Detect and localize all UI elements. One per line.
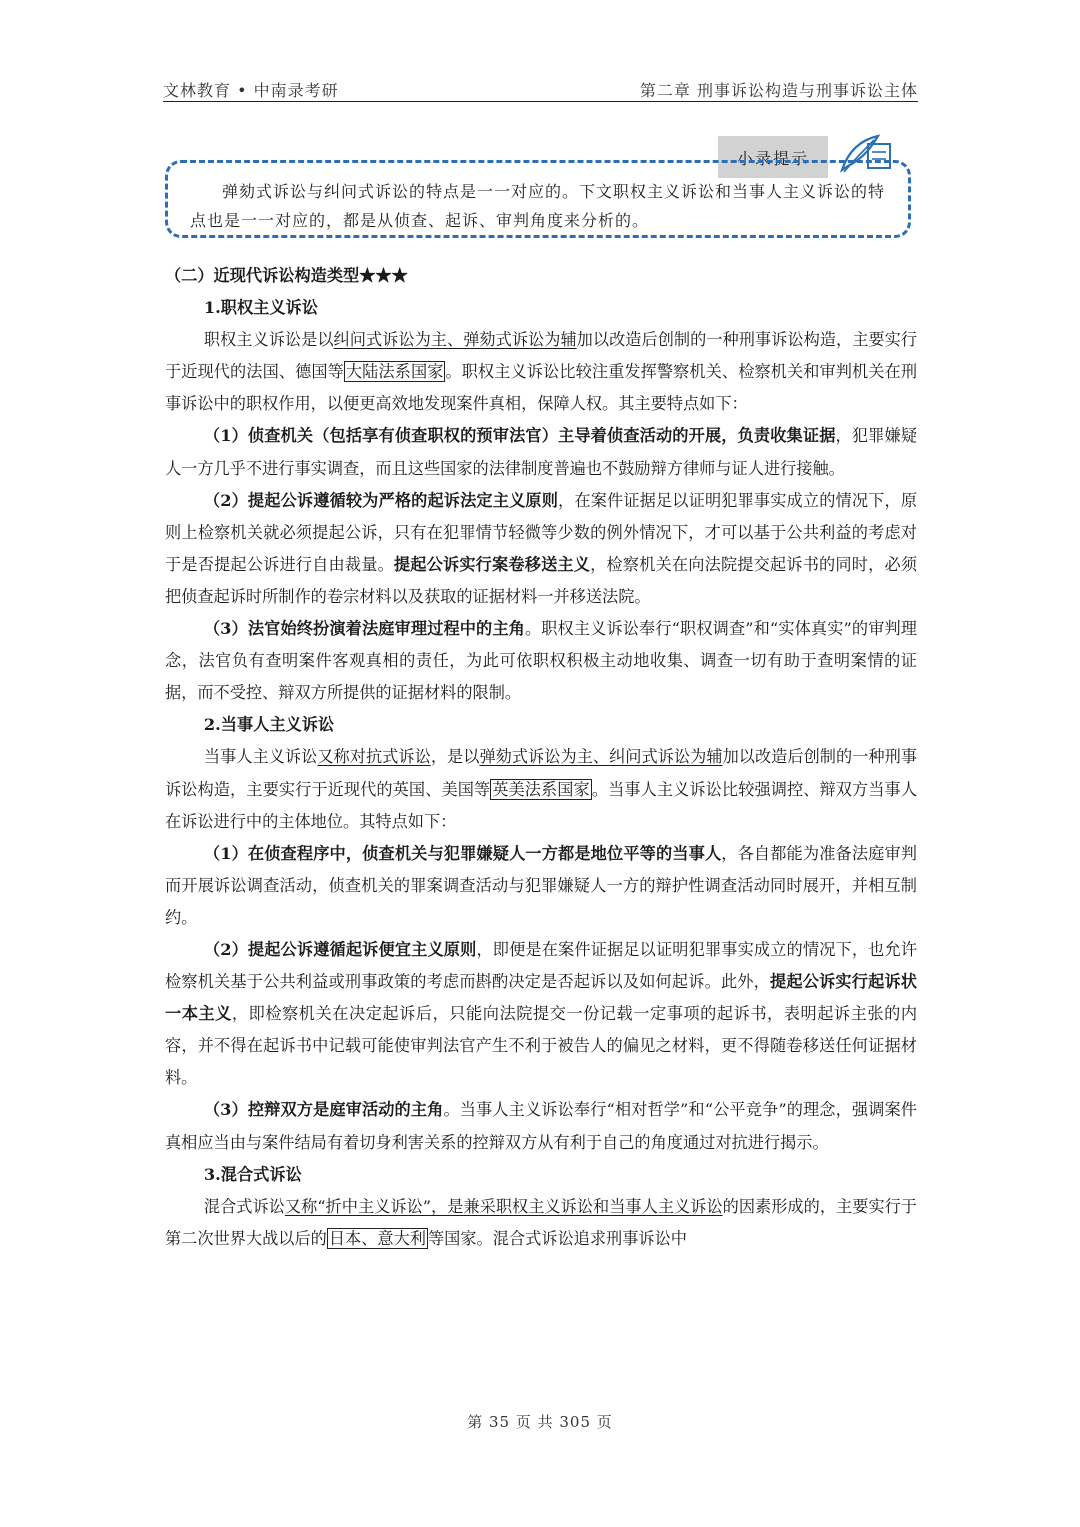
subsection-title-2: 2.当事人主义诉讼 bbox=[203, 715, 335, 735]
page-footer: 第 35 页 共 305 页 bbox=[467, 1413, 613, 1431]
paragraph-s1-feature-3: （3）法官始终扮演着法庭审理过程中的主角。职权主义诉讼奉行“职权调查”和“实体真实”的审判理念，法官负有查明案件客观真相的责任，为此可依职权积极主动地收集、调查一切有助于查明案情的证据，而不受控、辩双方所提供的证据材料的限制。 bbox=[165, 619, 917, 703]
header-rule bbox=[163, 101, 918, 102]
boxed-term: 英美法系国家 bbox=[492, 779, 590, 799]
main-content bbox=[165, 260, 917, 1255]
underlined-term: 又称对抗式诉讼 bbox=[317, 747, 431, 767]
tip-label: 小录提示 bbox=[718, 136, 828, 178]
paragraph-s3-intro: 混合式诉讼又称“折中主义诉讼”，是兼采职权主义诉讼和当事人主义诉讼的因素形成的，主要实行于第二次世界大战以后的 日本、意大利 等国家。混合式诉讼追求刑事诉讼中 bbox=[165, 1196, 917, 1248]
paragraph-s2-feature-2: （2）提起公诉遵循起诉便宜主义原则，即便是在案件证据足以证明犯罪事实成立的情况下，也允许检察机关基于公共利益或刑事政策的考虑而斟酌决定是否起诉以及如何起诉。此外，提起公诉实行起诉状一本主义，即检察机关在决定起诉后，只能向法院提交一份记载一定事项的起诉书，表明起诉主张的内容，并不得在起诉书中记载可能使审判法官产生不利于被告人的偏见之材料，更不得随卷移送任何证据材料。 bbox=[165, 939, 918, 1088]
boxed-term: 大陆法系国家 bbox=[345, 362, 444, 382]
subsection-title-3: 3.混合式诉讼 bbox=[203, 1164, 302, 1184]
boxed-term: 日本、意大利 bbox=[328, 1228, 426, 1248]
section-title: （二）近现代诉讼构造类型★★★ bbox=[165, 266, 408, 285]
paragraph-s1-feature-1: （1）侦查机关（包括享有侦查职权的预审法官）主导着侦查活动的开展，负责收集证据，犯罪嫌疑人一方几乎不进行事实调查，而且这些国家的法律制度普遍也不鼓励辩方律师与证人进行接触。 bbox=[165, 426, 918, 478]
underlined-term: 弹劾式诉讼为主、纠问式诉讼为辅 bbox=[479, 747, 723, 767]
header-chapter: 第二章 刑事诉讼构造与刑事诉讼主体 bbox=[639, 81, 918, 100]
subsection-title-1: 1.职权主义诉讼 bbox=[203, 298, 318, 318]
paragraph-s2-feature-1: （1）在侦查程序中，侦查机关与犯罪嫌疑人一方都是地位平等的当事人，各自都能为准备法庭审判而开展诉讼调查活动，侦查机关的罪案调查活动与犯罪嫌疑人一方的辩护性调查活动同时展开，并相互制约。 bbox=[165, 843, 917, 927]
tip-text: 弹劾式诉讼与纠问式诉讼的特点是一一对应的。下文职权主义诉讼和当事人主义诉讼的特点也是一一对应的，都是从侦查、起诉、审判角度来分析的。 bbox=[190, 182, 886, 230]
paragraph-s2-intro: 当事人主义诉讼又称对抗式诉讼，是以弹劾式诉讼为主、纠问式诉讼为辅加以改造后创制的一种刑事诉讼构造，主要实行于近现代的英国、美国等 英美法系国家 。当事人主义诉讼比较强调控、辩双方当事人在诉讼进行中的主体地位。其特点如下： bbox=[165, 747, 918, 831]
paragraph-s2-feature-3: （3）控辩双方是庭审活动的主角。当事人主义诉讼奉行“相对哲学”和“公平竞争”的理念，强调案件真相应当由与案件结局有着切身利害关系的控辩双方从有利于自己的角度通过对抗进行揭示。 bbox=[165, 1100, 917, 1152]
tip-box bbox=[165, 160, 911, 238]
paragraph-s1-intro: 职权主义诉讼是以纠问式诉讼为主、弹劾式诉讼为辅加以改造后创制的一种刑事诉讼构造，主要实行于近现代的法国、德国等 大陆法系国家 。职权主义诉讼比较注重发挥警察机关、检察机关和审判机关在刑事诉讼中的职权作用，以便更高效地发现案件真相，保障人权。其主要特点如下： bbox=[165, 330, 918, 414]
underlined-term: 又称“折中主义诉讼”，是兼采职权主义诉讼和当事人主义诉讼 bbox=[284, 1196, 723, 1216]
page-header bbox=[163, 73, 918, 101]
header-publisher: 文林教育 • 中南录考研 bbox=[163, 81, 339, 100]
paragraph-s1-feature-2: （2）提起公诉遵循较为严格的起诉法定主义原则，在案件证据足以证明犯罪事实成立的情况下，原则上检察机关就必须提起公诉，只有在犯罪情节轻微等少数的例外情况下，才可以基于公共利益的考虑对于是否提起公诉进行自由裁量。提起公诉实行案卷移送主义，检察机关在向法院提交起诉书的同时，必须把侦查起诉时所制作的卷宗材料以及获取的证据材料一并移送法院。 bbox=[165, 490, 918, 606]
underlined-term: 纠问式诉讼为主、弹劾式诉讼为辅 bbox=[333, 330, 577, 350]
